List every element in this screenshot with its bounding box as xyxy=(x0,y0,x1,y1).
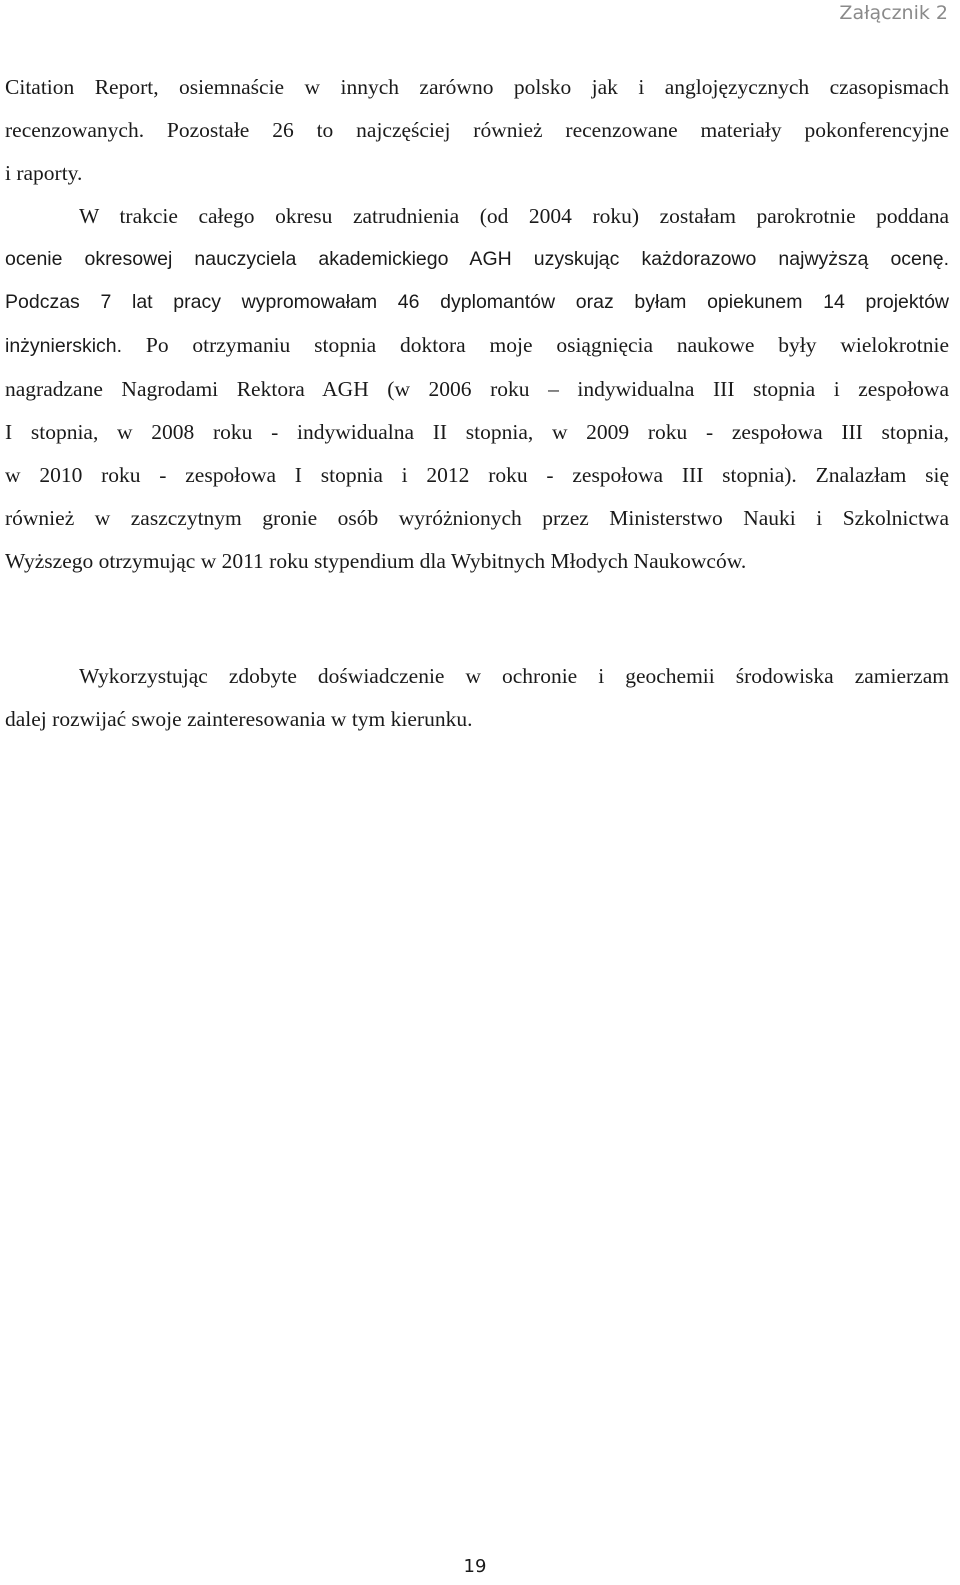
paragraph-line-mixed xyxy=(5,324,949,368)
paragraph-line: i raporty. xyxy=(5,161,83,185)
paragraph-line: nagradzane Nagrodami Rektora AGH (w 2006 roku – indywidualna III stopnia i zespołowa xyxy=(5,377,949,401)
paragraph-line: Wykorzystując zdobyte doświadczenie w ochronie i geochemii środowiska zamierzam xyxy=(79,664,949,688)
paragraph-citation-report xyxy=(5,66,949,195)
paragraph-line: również w zaszczytnym gronie osób wyróżnionych przez Ministerstwo Nauki i Szkolnictwa xyxy=(5,506,949,530)
paragraph-line: W trakcie całego okresu zatrudnienia (od 2004 roku) zostałam parokrotnie poddana xyxy=(79,204,949,228)
paragraph-line: dalej rozwijać swoje zainteresowania w tym kierunku. xyxy=(5,707,473,731)
attachment-label: Załącznik 2 xyxy=(839,2,948,24)
paragraph-line: Citation Report, osiemnaście w innych zarówno polsko jak i anglojęzycznych czasopismach xyxy=(5,75,949,99)
paragraph-run: Po otrzymaniu stopnia doktora moje osiągnięcia naukowe były wielokrotnie xyxy=(122,333,949,357)
paragraph-line: w 2010 roku - zespołowa I stopnia i 2012 roku - zespołowa III stopnia). Znalazłam się xyxy=(5,463,949,487)
page-number: 19 xyxy=(463,1556,487,1577)
paragraph-line: recenzowanych. Pozostałe 26 to najczęściej również recenzowane materiały pokonferencyjne xyxy=(5,118,949,142)
paragraph-line: Podczas 7 lat pracy wypromowałam 46 dyplomantów oraz byłam opiekunem 14 projektów xyxy=(5,291,949,313)
paragraph-run: inżynierskich. xyxy=(5,335,123,357)
paragraph-line: I stopnia, w 2008 roku - indywidualna II stopnia, w 2009 roku - zespołowa III stopnia, xyxy=(5,420,949,444)
paragraph-line: ocenie okresowej nauczyciela akademickiego AGH uzyskując każdorazowo najwyższą ocenę. xyxy=(5,248,949,270)
paragraph-future-plans xyxy=(5,655,949,741)
paragraph-line: Wyższego otrzymując w 2011 roku stypendium dla Wybitnych Młodych Naukowców. xyxy=(5,549,747,573)
paragraph-career-awards xyxy=(5,195,949,583)
